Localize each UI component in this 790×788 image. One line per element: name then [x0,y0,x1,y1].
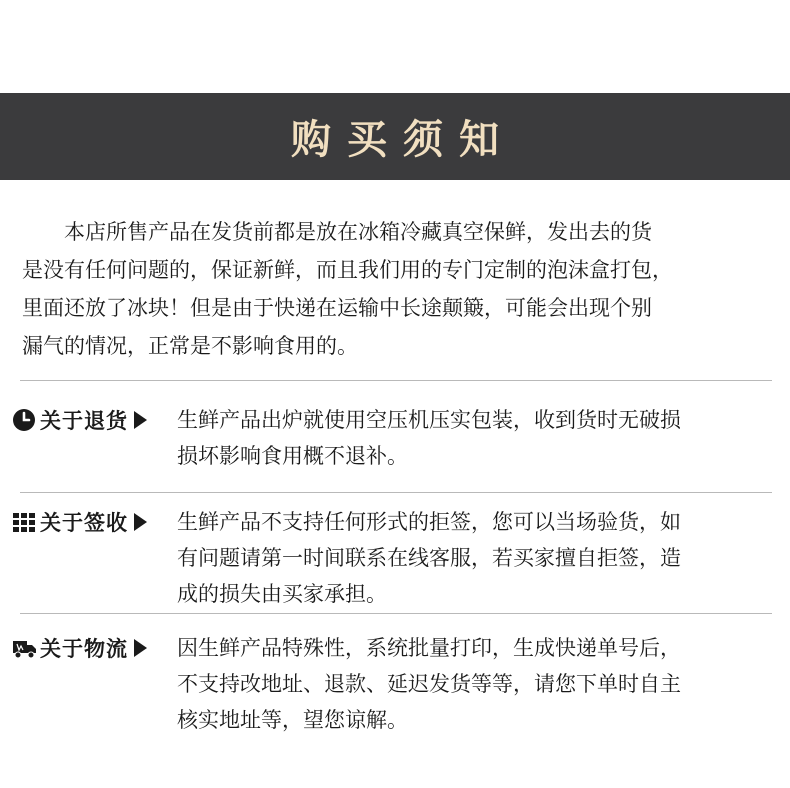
truck-icon [12,636,36,660]
intro-line: 里面还放了冰块！但是由于快递在运输中长途颠簸，可能会出现个别 [22,296,652,320]
section-line: 因生鲜产品特殊性，系统批量打印，生成快递单号后， [177,636,681,660]
section-line: 成的损失由买家承担。 [177,582,387,606]
section-line: 生鲜产品不支持任何形式的拒签，您可以当场验货，如 [177,510,681,534]
intro-line: 是没有任何问题的，保证新鲜，而且我们用的专门定制的泡沫盒打包， [22,258,673,282]
intro-paragraph [22,213,772,365]
title-banner [0,93,790,180]
page-title: 购买须知 [291,116,515,163]
section-heading [12,630,147,666]
divider [20,492,772,493]
clock-icon [12,408,36,432]
divider [20,613,772,614]
arrow-right-icon [134,411,147,429]
intro-line: 本店所售产品在发货前都是放在冰箱冷藏真空保鲜，发出去的货 [64,220,652,244]
section-line: 有问题请第一时间联系在线客服，若买家擅自拒签，造 [177,546,681,570]
divider [20,380,772,381]
section-text [177,402,777,474]
section-line: 生鲜产品出炉就使用空压机压实包装，收到货时无破损 [177,408,681,432]
section-heading [12,504,147,540]
section-label: 关于物流 [40,637,128,661]
arrow-right-icon [134,513,147,531]
section-line: 不支持改地址、退款、延迟发货等等，请您下单时自主 [177,672,681,696]
section-line: 核实地址等，望您谅解。 [177,708,408,732]
intro-line: 漏气的情况，正常是不影响食用的。 [22,334,358,358]
section-text [177,504,777,612]
section-text [177,630,777,738]
grid-icon [12,510,36,534]
section-label: 关于签收 [40,511,128,535]
section-label: 关于退货 [40,409,128,433]
arrow-right-icon [134,639,147,657]
section-line: 损坏影响食用概不退补。 [177,444,408,468]
section-heading [12,402,147,438]
